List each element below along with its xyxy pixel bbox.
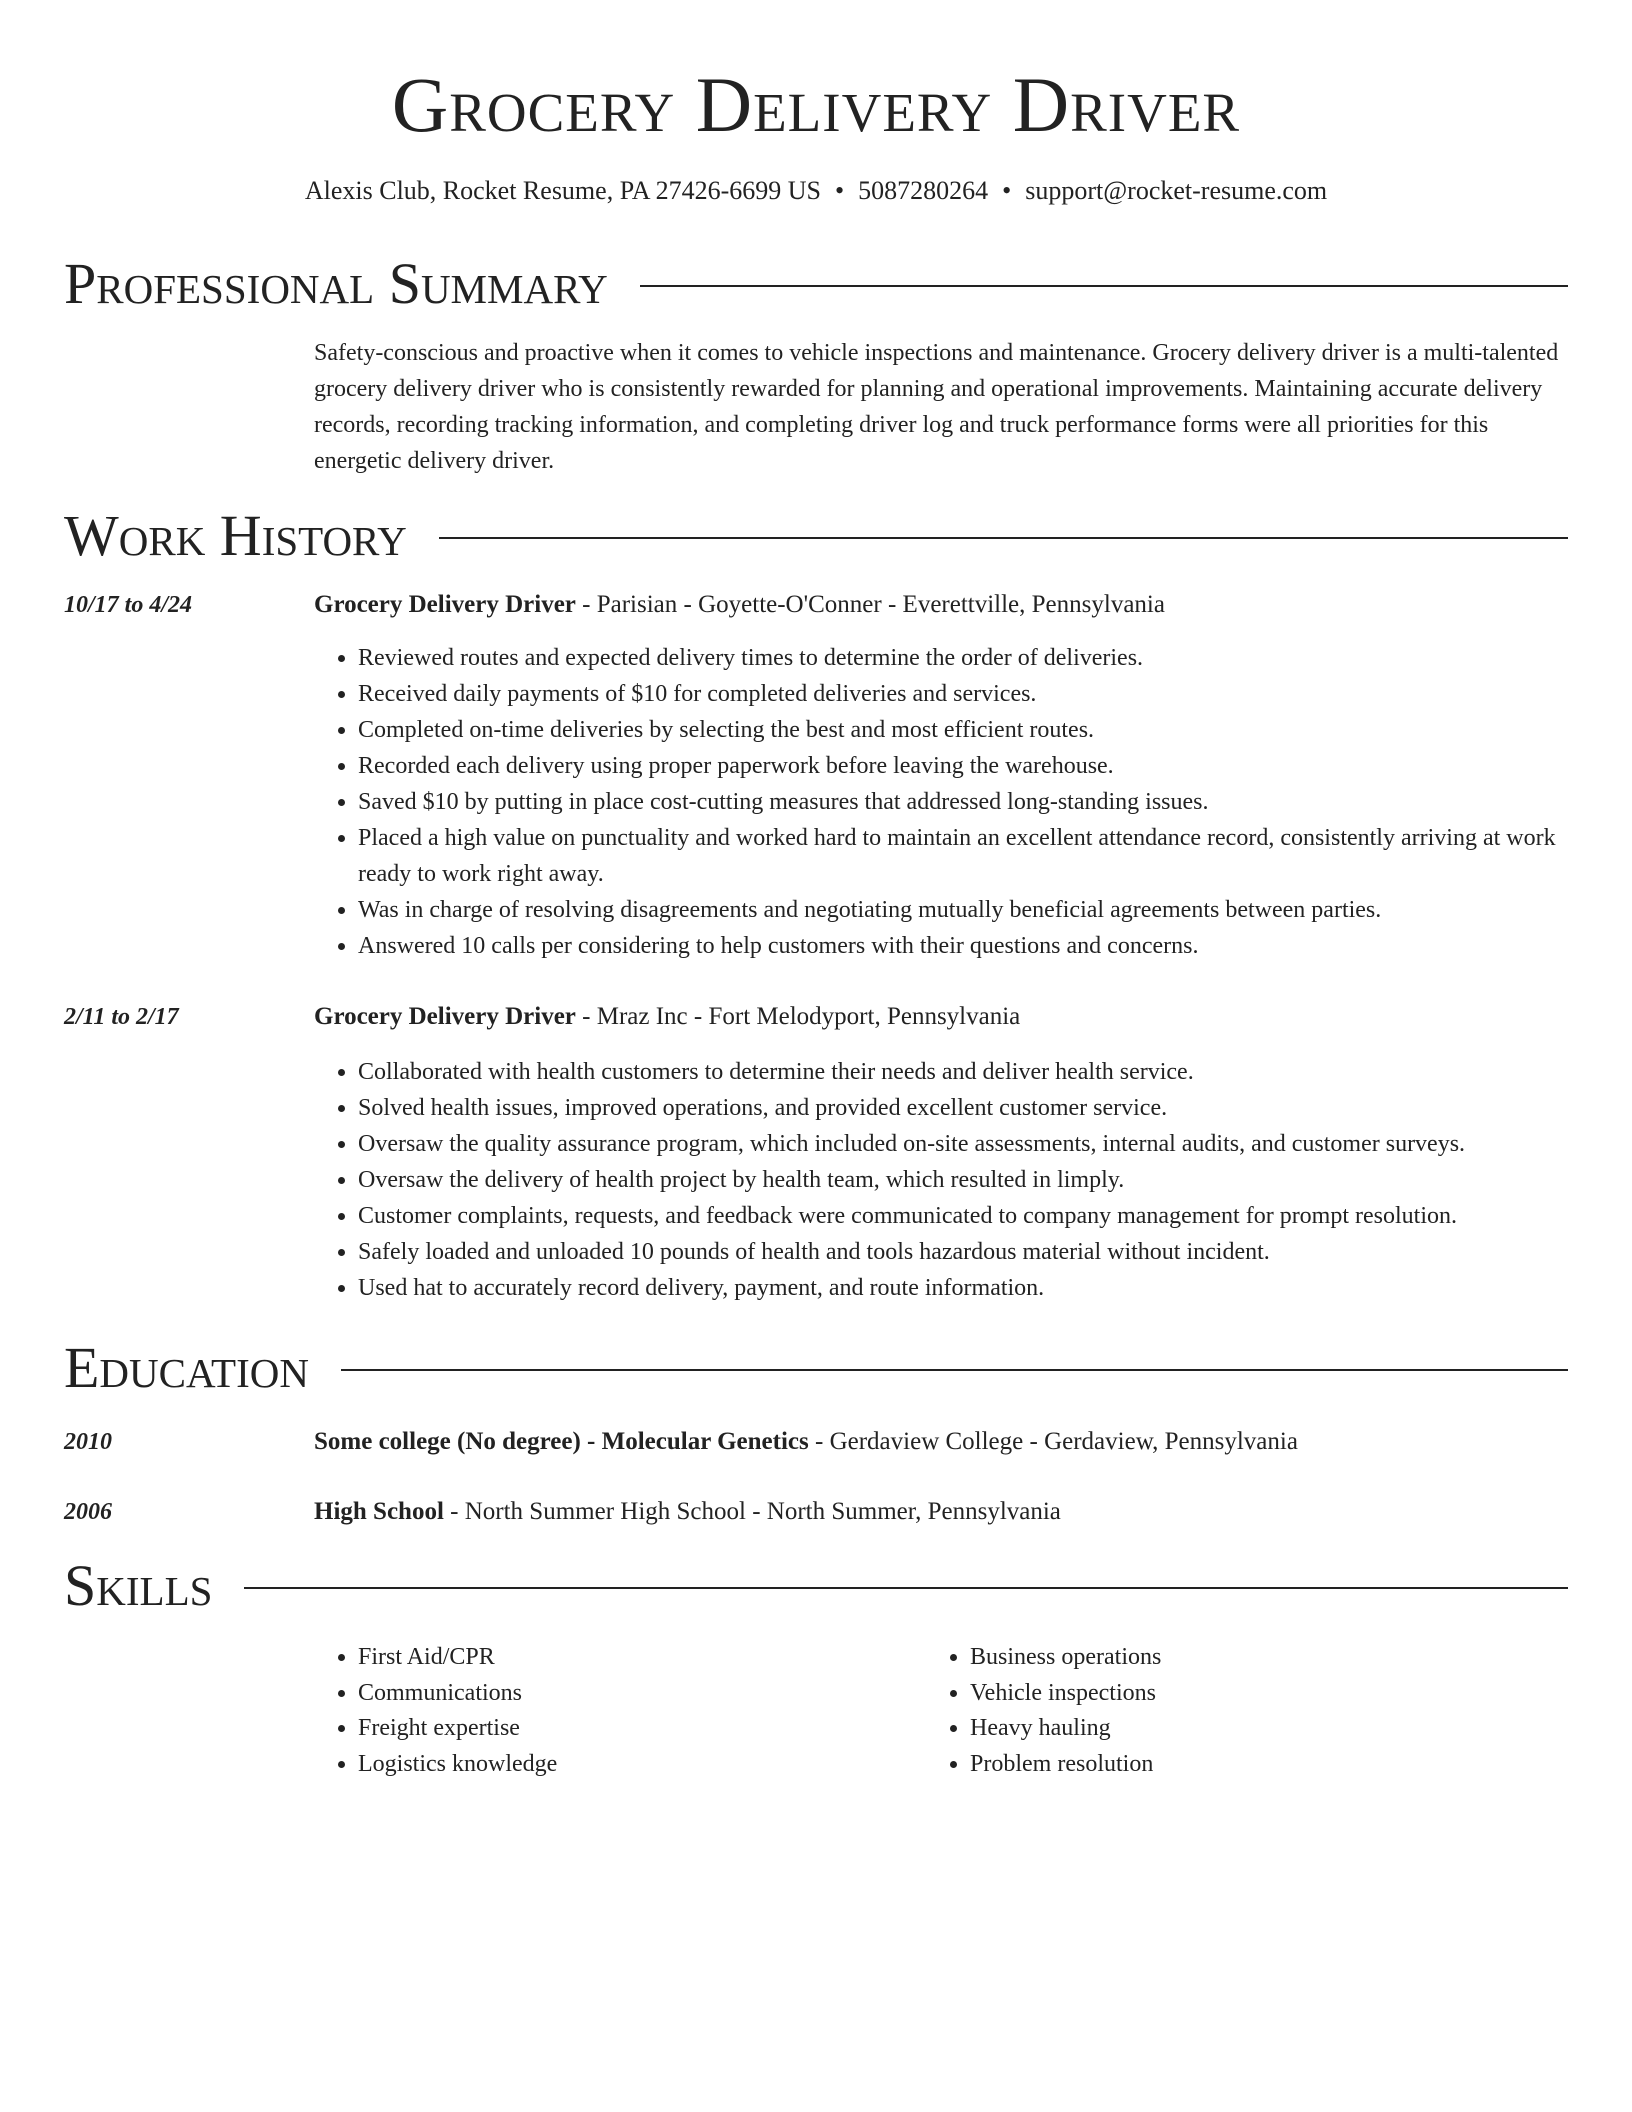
skills-list-right — [926, 1640, 1526, 1782]
section-divider — [439, 537, 1568, 539]
job-heading — [314, 588, 1568, 622]
summary-heading: Professional Summary — [64, 251, 608, 316]
education-degree: Some college (No degree) - Molecular Genetics — [314, 1428, 809, 1455]
skill-item: • Vehicle inspections — [970, 1676, 1526, 1712]
job-bullet: • Collaborated with health customers to determine their needs and deliver health service. — [358, 1054, 1568, 1090]
job-bullet: • Received daily payments of $10 for completed deliveries and services. — [358, 676, 1568, 712]
section-divider — [244, 1587, 1568, 1589]
skills-list-left — [314, 1640, 914, 1782]
job-bullet: • Oversaw the delivery of health project by health team, which resulted in limply. — [358, 1162, 1568, 1198]
job-bullet: • Completed on-time deliveries by selecting the best and most efficient routes. — [358, 712, 1568, 748]
skill-item: • Freight expertise — [358, 1711, 914, 1747]
skills-section-header — [64, 1554, 1568, 1618]
job-bullet: • Used hat to accurately record delivery, payment, and route information. — [358, 1270, 1568, 1306]
skill-item: • First Aid/CPR — [358, 1640, 914, 1676]
contact-separator: • — [1002, 176, 1012, 205]
job-bullet: • Oversaw the quality assurance program, which included on-site assessments, internal audits, and customer surveys. — [358, 1126, 1568, 1162]
skill-item: • Problem resolution — [970, 1747, 1526, 1783]
contact-phone: 5087280264 — [858, 176, 989, 205]
contact-address: Alexis Club, Rocket Resume, PA 27426-6699 US — [304, 176, 822, 205]
section-divider — [640, 285, 1568, 287]
work-section-header — [64, 504, 1568, 568]
section-divider — [341, 1369, 1568, 1371]
job-bullets — [314, 1054, 1568, 1306]
job-bullet: • Reviewed routes and expected delivery times to determine the order of deliveries. — [358, 640, 1568, 676]
job-heading — [314, 1000, 1568, 1034]
resume-title: Grocery Delivery Driver — [391, 61, 1241, 148]
education-entry — [314, 1425, 1568, 1459]
job-bullet: • Customer complaints, requests, and feedback were communicated to company management for prompt resolution. — [358, 1198, 1568, 1234]
education-details: - Gerdaview College - Gerdaview, Pennsylvania — [808, 1428, 1298, 1455]
skills-heading: Skills — [64, 1553, 213, 1618]
skill-item: • Business operations — [970, 1640, 1526, 1676]
contact-separator: • — [835, 176, 845, 205]
job-bullet: • Answered 10 calls per considering to help customers with their questions and concerns. — [358, 928, 1568, 964]
job-details: - Mraz Inc - Fort Melodyport, Pennsylvania — [575, 1003, 1021, 1030]
job-bullet: • Was in charge of resolving disagreements and negotiating mutually beneficial agreements between parties. — [358, 892, 1568, 928]
job-dates: 2/11 to 2/17 — [64, 1004, 179, 1030]
work-heading: Work History — [64, 503, 407, 568]
job-role: Grocery Delivery Driver — [314, 591, 576, 618]
summary-section-header — [64, 252, 1568, 316]
job-bullet: • Solved health issues, improved operations, and provided excellent customer service. — [358, 1090, 1568, 1126]
contact-line — [64, 174, 1568, 208]
job-bullet: • Placed a high value on punctuality and worked hard to maintain an excellent attendance record, consistently arriving at work ready to work right away. — [358, 820, 1568, 892]
job-bullet: • Saved $10 by putting in place cost-cutting measures that addressed long-standing issues. — [358, 784, 1568, 820]
resume-page — [64, 0, 1568, 1777]
education-degree: High School — [314, 1498, 444, 1525]
education-year: 2006 — [64, 1499, 112, 1525]
skill-item: • Logistics knowledge — [358, 1747, 914, 1783]
job-dates: 10/17 to 4/24 — [64, 592, 193, 618]
skill-item: • Communications — [358, 1676, 914, 1712]
education-section-header — [64, 1336, 1568, 1400]
job-bullet: • Recorded each delivery using proper paperwork before leaving the warehouse. — [358, 748, 1568, 784]
job-role: Grocery Delivery Driver — [314, 1003, 576, 1030]
contact-email: support@rocket-resume.com — [1025, 176, 1328, 205]
education-details: - North Summer High School - North Summer, Pennsylvania — [443, 1498, 1061, 1525]
job-bullets — [314, 640, 1568, 964]
job-bullet: • Safely loaded and unloaded 10 pounds of health and tools hazardous material without incident. — [358, 1234, 1568, 1270]
job-details: - Parisian - Goyette-O'Conner - Everettville, Pennsylvania — [575, 591, 1165, 618]
summary-text: Safety-conscious and proactive when it comes to vehicle inspections and maintenance. Grocery delivery driver is a multi-talented grocery delivery driver who is consistently rewarded for planning and operational improvements. Maintaining accurate delivery records, recording tracking information, and completing driver log and truck performance forms were all priorities for this energetic delivery driver. — [314, 340, 1559, 474]
education-heading: Education — [64, 1335, 309, 1400]
education-year: 2010 — [64, 1429, 112, 1455]
education-entry — [314, 1495, 1568, 1529]
skill-item: • Heavy hauling — [970, 1711, 1526, 1747]
